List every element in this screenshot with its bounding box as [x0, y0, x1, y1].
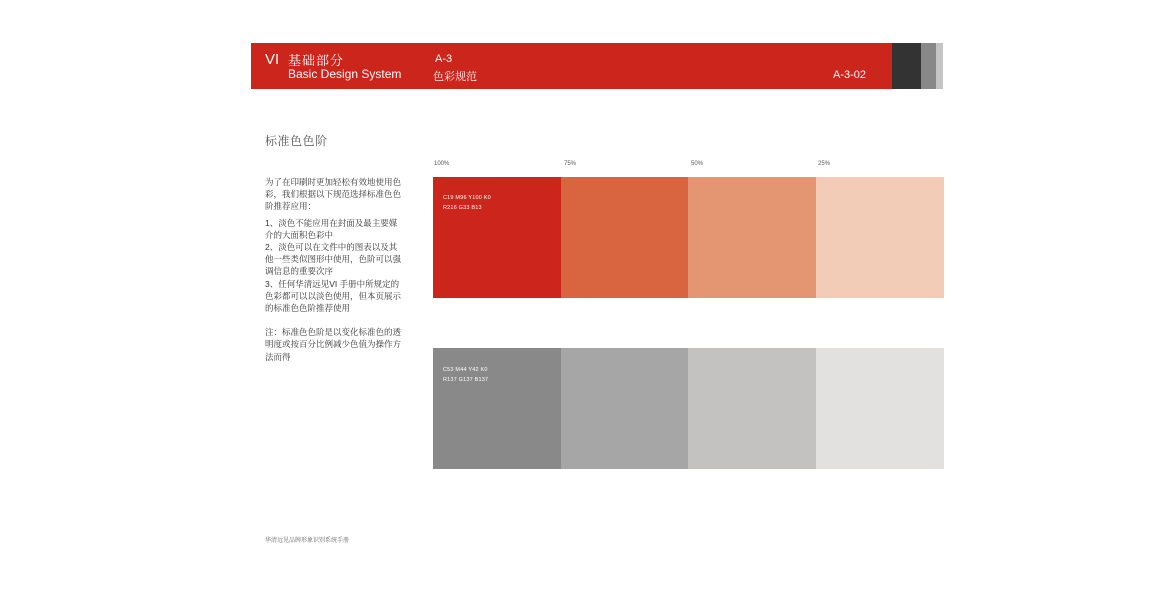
description-intro: 为了在印刷时更加轻松有效地使用色彩，我们根据以下规范选择标准色色阶推荐应用：	[265, 177, 402, 212]
rule-item: 3、任何华清远见VI 手册中所规定的色彩都可以以淡色使用，但本页展示的标准色色阶推荐使用	[265, 278, 402, 314]
page-number: A-3-02	[833, 69, 867, 81]
header-bar	[251, 43, 892, 89]
percent-label-25: 25%	[818, 161, 831, 167]
section-title-en: Basic Design System	[288, 67, 402, 81]
gray-cmyk-label: C53 M44 Y42 K0	[443, 367, 488, 373]
vi-label: VI	[265, 51, 280, 68]
percent-label-100: 100%	[434, 161, 450, 167]
percent-label-75: 75%	[564, 161, 577, 167]
section-title-cn: 基础部分	[288, 53, 345, 68]
red-swatch-75	[561, 177, 689, 298]
gray-swatch-100	[433, 348, 561, 469]
percent-label-50: 50%	[691, 161, 704, 167]
footer-text: 华清远见品牌形象识别系统手册	[265, 538, 350, 544]
rule-item: 1、淡色不能应用在封面及最主要媒介的大面积色彩中	[265, 217, 398, 240]
description-note: 注：标准色色阶是以变化标准色的透明度或按百分比例减少色值为操作方法而得	[265, 327, 402, 362]
red-swatch-25	[816, 177, 944, 298]
gray-swatch-50	[688, 348, 816, 469]
gray-rgb-label: R137 G137 B137	[443, 376, 489, 383]
red-swatch-50	[688, 177, 816, 298]
header-tab-mid	[921, 43, 936, 89]
chapter-code: A-3	[435, 53, 453, 65]
page-title: 标准色色阶	[265, 134, 328, 148]
gray-swatch-25	[816, 348, 944, 469]
chapter-title: 色彩规范	[433, 71, 477, 83]
red-rgb-label: R216 G33 B13	[443, 204, 482, 211]
red-swatch-100	[433, 177, 561, 298]
gray-swatch-75	[561, 348, 689, 469]
red-cmyk-label: C19 M96 Y100 K0	[443, 195, 491, 201]
header-tab-dark	[892, 43, 921, 89]
header-tab-light	[936, 43, 943, 89]
rule-item: 2、淡色可以在文件中的图表以及其他一些类似图形中使用，色阶可以强调信息的重要次序	[265, 242, 402, 277]
description-block	[265, 176, 405, 363]
